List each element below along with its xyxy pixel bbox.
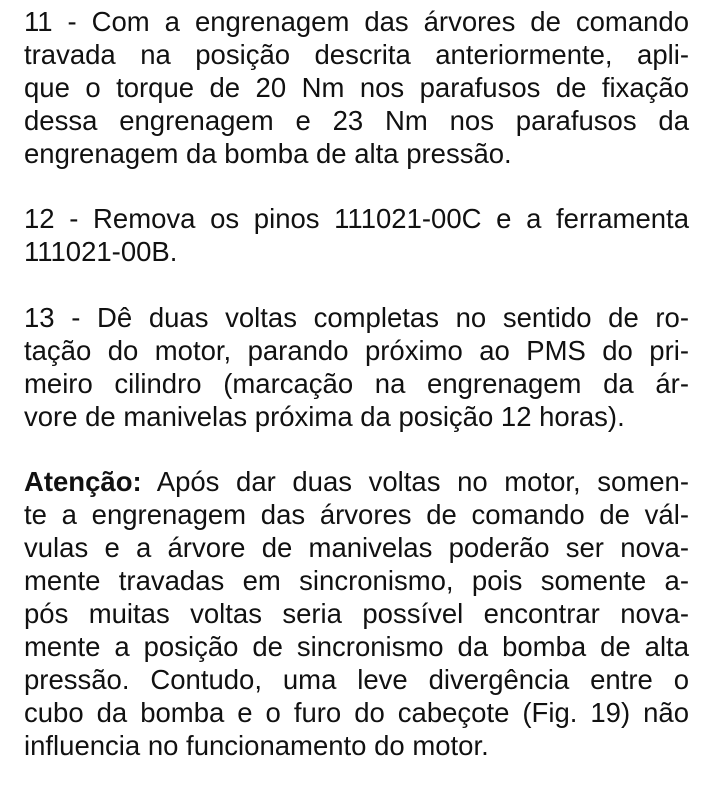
text-line: engrenagem da bomba de alta pressão. — [24, 137, 512, 169]
text-line: dessa engrenagem e 23 Nm nos parafusos da — [24, 104, 689, 136]
paragraph-step-11 — [24, 6, 689, 170]
text-line: pós muitas voltas seria possível encontrar nova- — [24, 598, 689, 630]
paragraph-attention-note — [24, 466, 689, 762]
text-fragment: Após dar duas voltas no motor, somen- — [141, 466, 689, 498]
text-line: cubo da bomba e o furo do cabeçote (Fig. 19) não — [24, 696, 689, 728]
text-line: 11 - Com a engrenagem das árvores de comando — [24, 6, 689, 37]
paragraph-step-13 — [24, 302, 689, 434]
text-line: 12 - Remova os pinos 111021-00C e a ferramenta — [24, 203, 689, 235]
document-page — [24, 6, 689, 762]
text-line: meiro cilindro (marcação na engrenagem da ár- — [24, 367, 689, 399]
text-line: pressão. Contudo, uma leve divergência entre o — [24, 663, 689, 695]
text-line: 13 - Dê duas voltas completas no sentido de ro- — [24, 302, 689, 334]
paragraph-spacer — [24, 170, 689, 203]
paragraph-spacer — [24, 269, 689, 302]
attention-label: Atenção: — [24, 466, 142, 498]
text-line: 111021-00B. — [24, 236, 178, 268]
text-line: vore de manivelas próxima da posição 12 horas). — [24, 400, 625, 432]
paragraph-spacer — [24, 434, 689, 467]
text-line — [24, 466, 689, 499]
text-line: mente a posição de sincronismo da bomba de alta — [24, 630, 689, 662]
paragraph-step-12 — [24, 203, 689, 269]
text-line: que o torque de 20 Nm nos parafusos de fixação — [24, 71, 689, 103]
text-line: influencia no funcionamento do motor. — [24, 729, 489, 761]
text-line: vulas e a árvore de manivelas poderão ser nova- — [24, 532, 689, 564]
text-line: tação do motor, parando próximo ao PMS do pri- — [24, 334, 689, 366]
text-line: mente travadas em sincronismo, pois somente a- — [24, 565, 689, 597]
text-line: te a engrenagem das árvores de comando de vál- — [24, 499, 689, 531]
text-line: travada na posição descrita anteriormente, apli- — [24, 38, 689, 70]
